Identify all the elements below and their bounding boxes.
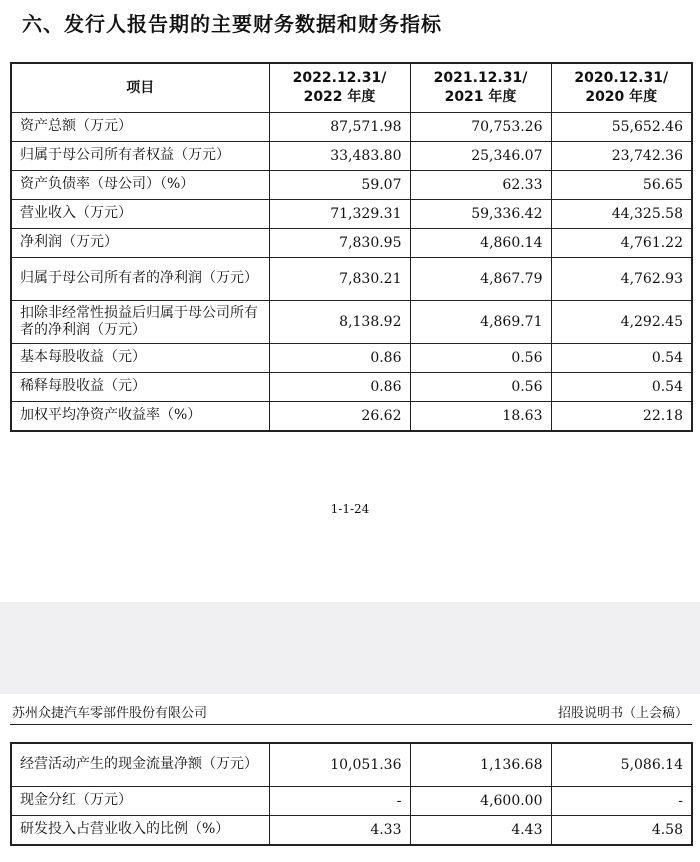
page-number: 1-1-24 [330, 502, 370, 516]
header-2022 [269, 63, 410, 113]
row-label: 基本每股收益（元） [11, 344, 269, 373]
section-heading: 六、发行人报告期的主要财务数据和财务指标 [22, 12, 442, 36]
cell-2021: 25,346.07 [410, 142, 551, 171]
header-2021 [410, 63, 551, 113]
cell-2021: 4,860.14 [410, 229, 551, 258]
table-row [11, 142, 692, 171]
table-row [11, 229, 692, 258]
cell-2021: 4,869.71 [410, 301, 551, 344]
cell-2021: 4.43 [410, 816, 551, 846]
cell-2020: 4,761.22 [551, 229, 692, 258]
cell-2020: - [551, 787, 692, 816]
cell-2020: 56.65 [551, 171, 692, 200]
row-label: 资产总额（万元） [11, 113, 269, 142]
header-2022-date: 2022.12.31/ [292, 70, 387, 87]
cell-2020: 0.54 [551, 373, 692, 402]
cell-2022: 7,830.21 [269, 258, 410, 301]
row-label: 稀释每股收益（元） [11, 373, 269, 402]
row-label: 净利润（万元） [11, 229, 269, 258]
row-label: 营业收入（万元） [11, 200, 269, 229]
header-item: 项目 [11, 63, 269, 113]
cell-2021: 4,867.79 [410, 258, 551, 301]
table-row [11, 373, 692, 402]
table-row [11, 816, 692, 846]
row-label: 归属于母公司所有者权益（万元） [11, 142, 269, 171]
cell-2020: 22.18 [551, 402, 692, 432]
cell-2021: 62.33 [410, 171, 551, 200]
cell-2022: 87,571.98 [269, 113, 410, 142]
cell-2022: 71,329.31 [269, 200, 410, 229]
cell-2020: 4.58 [551, 816, 692, 846]
cell-2021: 0.56 [410, 344, 551, 373]
header-2020-year: 2020 年度 [585, 89, 658, 105]
cell-2022: 0.86 [269, 344, 410, 373]
table-row [11, 258, 692, 301]
row-label: 资产负债率（母公司）（%） [11, 171, 269, 200]
header-2021-year: 2021 年度 [444, 89, 517, 105]
row-label: 研发投入占营业收入的比例（%） [11, 816, 269, 846]
cell-2022: - [269, 787, 410, 816]
cell-2022: 7,830.95 [269, 229, 410, 258]
cell-2021: 59,336.42 [410, 200, 551, 229]
table-row [11, 402, 692, 432]
cell-2022: 33,483.80 [269, 142, 410, 171]
table-row [11, 301, 692, 344]
row-label: 经营活动产生的现金流量净额（万元） [11, 743, 269, 787]
cell-2020: 23,742.36 [551, 142, 692, 171]
cell-2021: 18.63 [410, 402, 551, 432]
cell-2022: 59.07 [269, 171, 410, 200]
header-2020 [551, 63, 692, 113]
cell-2022: 4.33 [269, 816, 410, 846]
table-row [11, 171, 692, 200]
cell-2022: 0.86 [269, 373, 410, 402]
row-label: 现金分红（万元） [11, 787, 269, 816]
table-row [11, 344, 692, 373]
page-gap [0, 602, 700, 694]
cell-2020: 0.54 [551, 344, 692, 373]
cell-2022: 8,138.92 [269, 301, 410, 344]
row-label: 归属于母公司所有者的净利润（万元） [11, 258, 269, 301]
table-row [11, 787, 692, 816]
table-row [11, 200, 692, 229]
header-2021-date: 2021.12.31/ [433, 70, 528, 87]
cell-2020: 55,652.46 [551, 113, 692, 142]
cell-2022: 10,051.36 [269, 743, 410, 787]
table-row [11, 113, 692, 142]
row-label: 扣除非经常性损益后归属于母公司所有者的净利润（万元） [11, 301, 269, 344]
running-header-document: 招股说明书（上会稿） [557, 706, 688, 721]
cell-2021: 4,600.00 [410, 787, 551, 816]
cell-2021: 70,753.26 [410, 113, 551, 142]
cell-2020: 44,325.58 [551, 200, 692, 229]
cell-2021: 0.56 [410, 373, 551, 402]
running-header-company: 苏州众捷汽车零部件股份有限公司 [12, 706, 208, 721]
header-2022-year: 2022 年度 [303, 89, 376, 105]
cell-2020: 4,292.45 [551, 301, 692, 344]
table-header-row [11, 63, 692, 113]
header-2020-date: 2020.12.31/ [574, 70, 669, 87]
cell-2021: 1,136.68 [410, 743, 551, 787]
cell-2020: 5,086.14 [551, 743, 692, 787]
table-row [11, 743, 692, 787]
financial-table [10, 62, 693, 432]
cell-2022: 26.62 [269, 402, 410, 432]
cell-2020: 4,762.93 [551, 258, 692, 301]
header-divider [10, 724, 692, 725]
financial-table-continued [10, 742, 693, 846]
row-label: 加权平均净资产收益率（%） [11, 402, 269, 432]
